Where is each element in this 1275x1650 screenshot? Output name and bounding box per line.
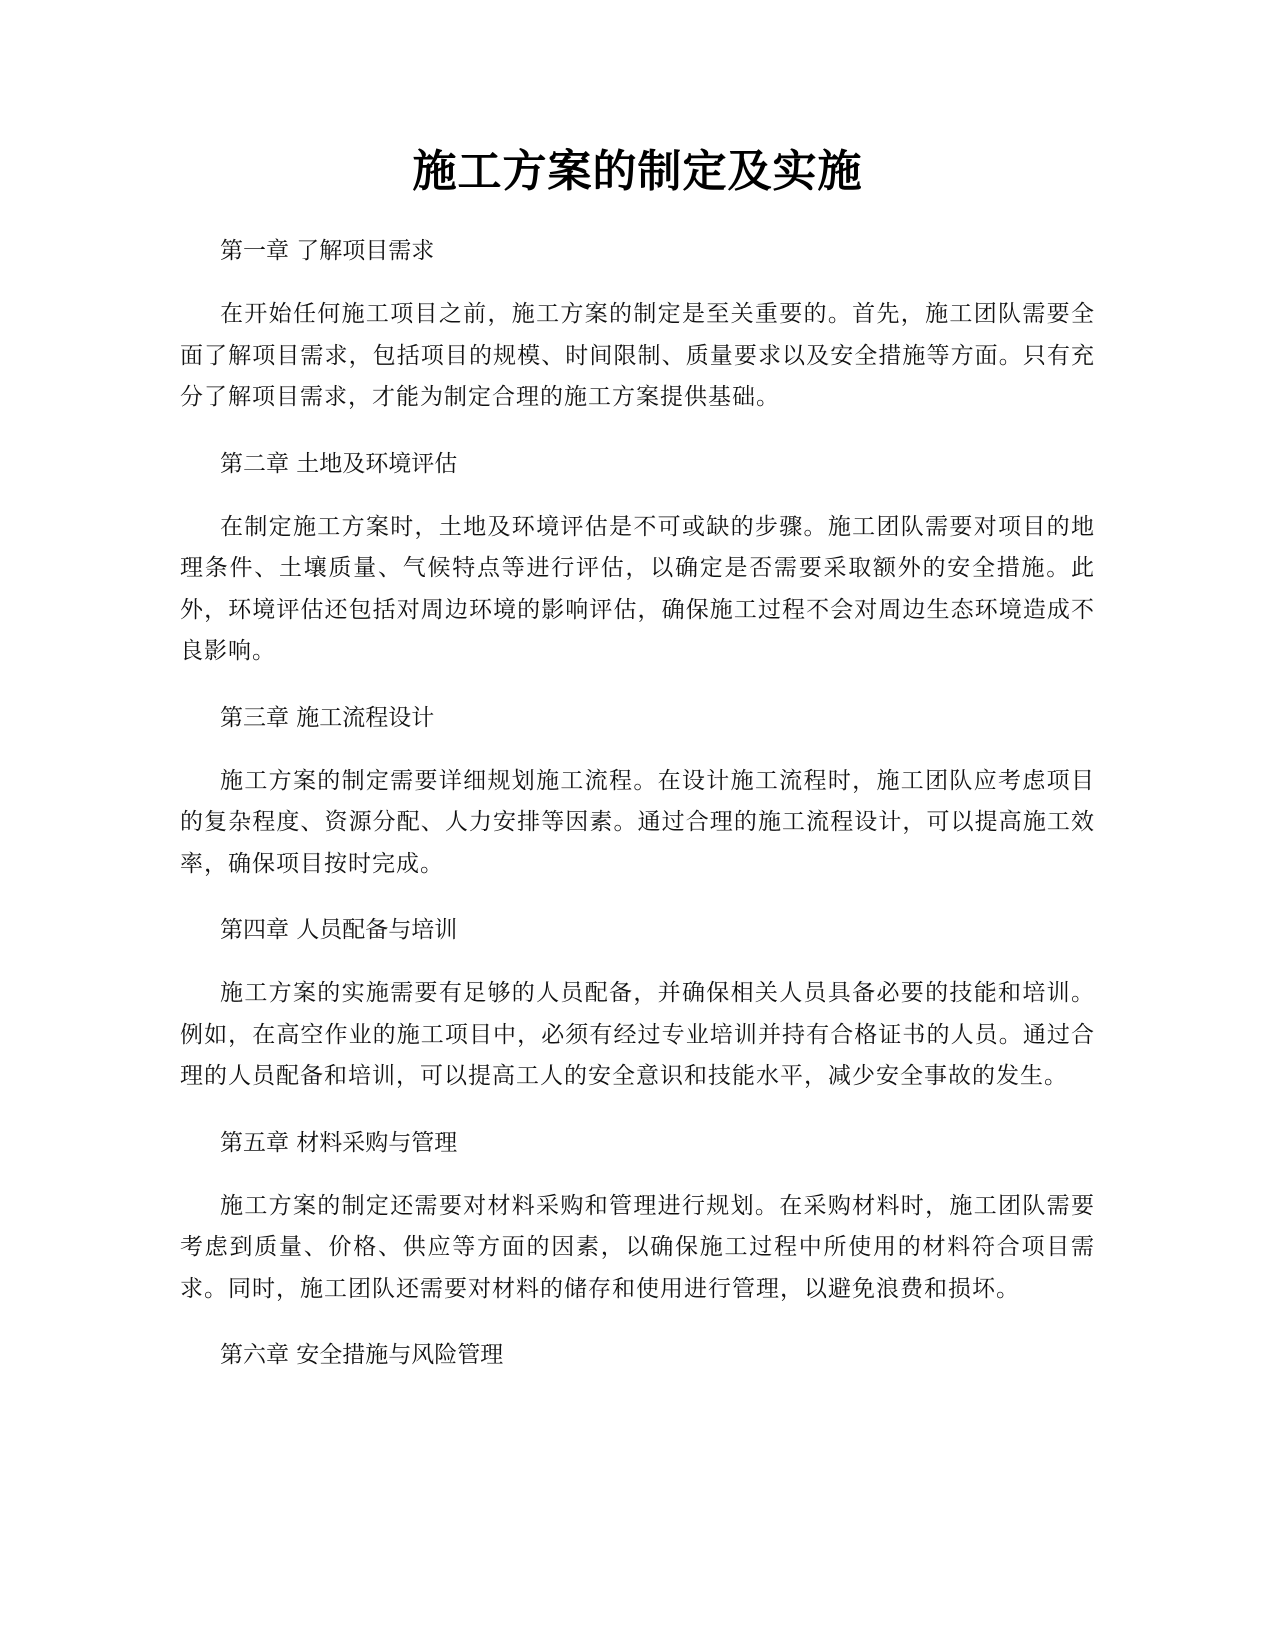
section-5 <box>180 1126 1095 1311</box>
section-6 <box>180 1338 1095 1372</box>
section-4 <box>180 913 1095 1098</box>
chapter-heading: 第五章 材料采购与管理 <box>220 1129 458 1156</box>
section-2 <box>180 447 1095 673</box>
chapter-paragraph: 在制定施工方案时，土地及环境评估是不可或缺的步骤。施工团队需要对项目的地理条件、土壤质量、气候特点等进行评估，以确定是否需要采取额外的安全措施。此外，环境评估还包括对周边环境的影响评估，确保施工过程不会对周边生态环境造成不良影响。 <box>180 513 1095 664</box>
chapter-heading: 第六章 安全措施与风险管理 <box>220 1342 504 1368</box>
chapter-heading: 第一章 了解项目需求 <box>220 238 435 264</box>
chapter-paragraph: 施工方案的制定需要详细规划施工流程。在设计施工流程时，施工团队应考虑项目的复杂程度、资源分配、人力安排等因素。通过合理的施工流程设计，可以提高施工效率，确保项目按时完成。 <box>180 767 1095 877</box>
document-title: 施工方案的制定及实施 <box>412 146 863 197</box>
chapter-paragraph: 施工方案的制定还需要对材料采购和管理进行规划。在采购材料时，施工团队需要考虑到质量、价格、供应等方面的因素，以确保施工过程中所使用的材料符合项目需求。同时，施工团队还需要对材料的储存和使用进行管理，以避免浪费和损坏。 <box>180 1192 1095 1302</box>
chapter-paragraph: 施工方案的实施需要有足够的人员配备，并确保相关人员具备必要的技能和培训。例如，在高空作业的施工项目中，必须有经过专业培训并持有合格证书的人员。通过合理的人员配备和培训，可以提高工人的安全意识和技能水平，减少安全事故的发生。 <box>180 980 1095 1089</box>
chapter-heading: 第三章 施工流程设计 <box>220 704 435 731</box>
chapter-heading: 第四章 人员配备与培训 <box>220 917 458 943</box>
document-page <box>180 140 1095 1372</box>
chapter-paragraph: 在开始任何施工项目之前，施工方案的制定是至关重要的。首先，施工团队需要全面了解项目需求，包括项目的规模、时间限制、质量要求以及安全措施等方面。只有充分了解项目需求，才能为制定合理的施工方案提供基础。 <box>180 301 1095 410</box>
section-3 <box>180 701 1095 886</box>
chapter-heading: 第二章 土地及环境评估 <box>220 450 458 477</box>
section-1 <box>180 234 1095 419</box>
